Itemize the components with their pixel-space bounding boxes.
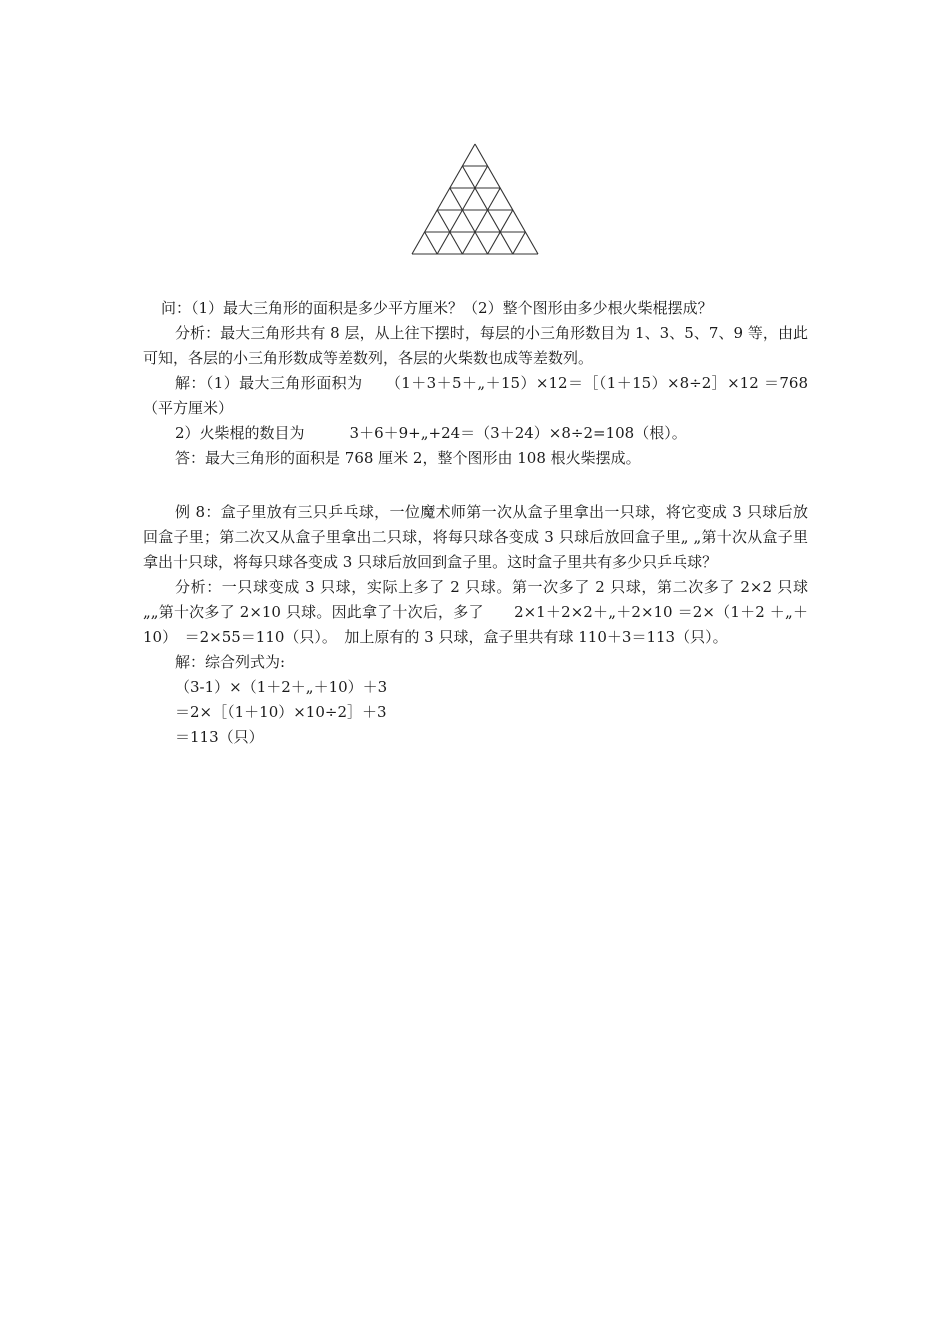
answer-line: 答：最大三角形的面积是 768 厘米 2，整个图形由 108 根火柴摆成。 [175, 449, 641, 467]
example-8-solution-label: 解：综合列式为: [175, 653, 286, 671]
grid-diagonal-line [425, 232, 438, 254]
matchstick-triangle-figure [400, 140, 550, 260]
example-8-analysis: 分析：一只球变成 3 只球，实际上多了 2 只球。第一次多了 2 只球，第二次多了 2×2 只球„„第十次多了 2×10 只球。因此拿了十次后，多了 2×1＋2×2＋„＋2×10 ＝2×（1＋2 ＋„＋10） ＝2×55＝110（只）。 加上原有的 3 只球，盒子里共有球 110＋3＝113（只）。 [143, 578, 808, 646]
formula-line-1: （3-1）×（1＋2＋„＋10）＋3 [175, 678, 388, 696]
question-line: 问：（1）最大三角形的面积是多少平方厘米？（2）整个图形由多少根火柴棍摆成？ [161, 299, 713, 317]
example-8-problem: 例 8：盒子里放有三只乒乓球，一位魔术师第一次从盒子里拿出一只球，将它变成 3 只球后放回盒子里；第二次又从盒子里拿出二只球，将每只球各变成 3 只球后放回盒子里„ „第十次从盒子里拿出十只球，将每只球各变成 3 只球后放回到盒子里。这时盒子里共有多少只乒乓球？ [143, 503, 808, 571]
problem-7-solution [143, 296, 808, 471]
example-8 [143, 500, 808, 750]
analysis-paragraph: 分析：最大三角形共有 8 层，从上往下摆时，每层的小三角形数目为 1、3、5、7、9 等，由此可知，各层的小三角形数成等差数列，各层的火柴数也成等差数列。 [143, 324, 808, 367]
grid-diagonal-line [513, 232, 526, 254]
grid-diagonal-line [475, 144, 538, 254]
triangle-grid-diagram [400, 140, 550, 260]
solution-part-1: 解：（1）最大三角形面积为 （1＋3＋5＋„＋15）×12＝［（1＋15）×8÷2］×12 ＝768（平方厘米） [143, 374, 808, 417]
solution-part-2: 2）火柴棍的数目为 3＋6＋9+„+24＝（3＋24）×8÷2=108（根）。 [175, 424, 687, 442]
formula-line-3: ＝113（只） [175, 728, 264, 746]
formula-line-2: ＝2×［（1＋10）×10÷2］＋3 [175, 703, 387, 721]
grid-diagonal-line [412, 144, 475, 254]
